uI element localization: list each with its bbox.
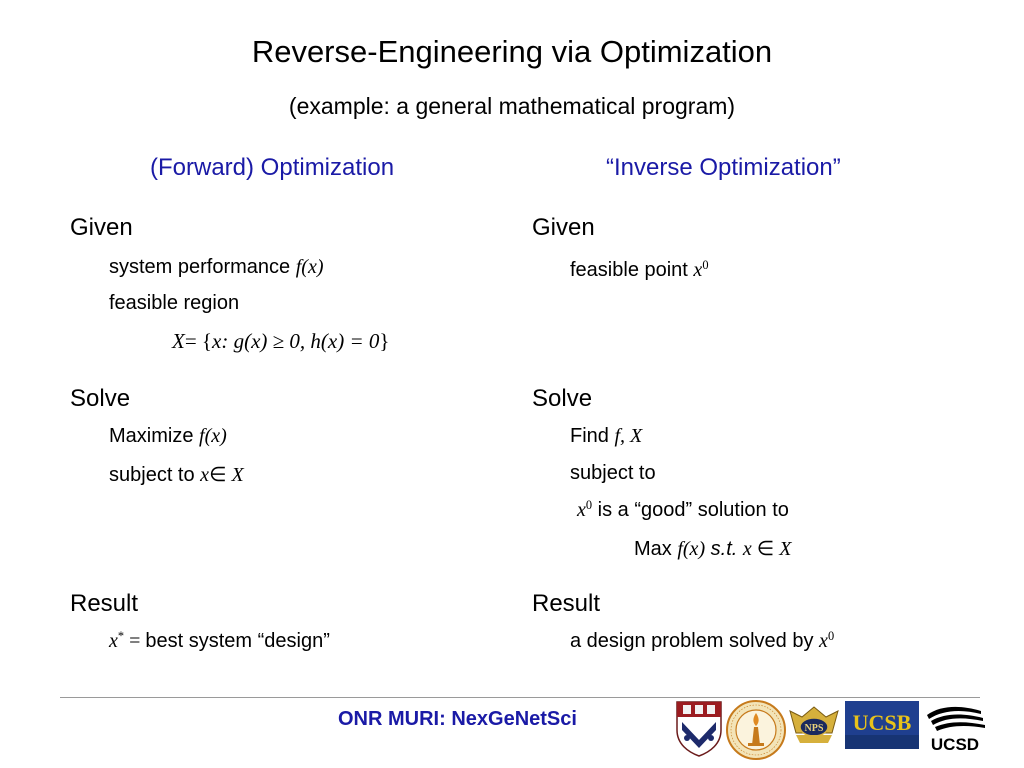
penn-shield-logo xyxy=(674,700,724,758)
set-close: } xyxy=(379,329,390,353)
ucsb-logo-text: UCSB xyxy=(852,710,912,735)
good-x: x xyxy=(577,499,586,521)
left-result-label: Result xyxy=(70,590,139,617)
ucsb-logo xyxy=(845,701,919,749)
design-sup: 0 xyxy=(827,629,835,644)
right-given-point xyxy=(570,259,709,282)
caltech-seal-logo xyxy=(726,699,786,761)
result-x: x xyxy=(109,630,118,652)
st-text: s.t. xyxy=(705,538,743,560)
max-in: ∈ xyxy=(751,538,780,560)
feasible-point-text: feasible point xyxy=(570,259,694,281)
subject-to-text: subject to xyxy=(109,464,201,486)
find-math: f, X xyxy=(614,425,643,447)
left-given-performance xyxy=(109,256,324,279)
left-given-label: Given xyxy=(70,214,133,241)
right-solve-label: Solve xyxy=(532,385,593,412)
result-eq: = xyxy=(124,630,146,652)
feasible-set-definition xyxy=(172,329,389,354)
set-X: X xyxy=(172,329,185,353)
point-x: x xyxy=(693,259,703,281)
left-solve-maximize xyxy=(109,425,227,448)
maximize-text: Maximize xyxy=(109,425,200,447)
right-solve-good-solution xyxy=(577,499,789,522)
right-solve-max xyxy=(634,536,791,561)
subject-X: X xyxy=(231,464,244,486)
left-solve-label: Solve xyxy=(70,385,131,412)
svg-text:NPS: NPS xyxy=(804,723,824,734)
ucsd-logo-text: UCSD xyxy=(930,735,980,753)
point-sup: 0 xyxy=(702,258,709,273)
footer-text: ONR MURI: NexGeNetSci xyxy=(338,708,577,730)
design-problem-text: a design problem solved by xyxy=(570,630,820,652)
left-column-header: (Forward) Optimization xyxy=(150,154,395,181)
footer-divider xyxy=(60,697,980,698)
set-body: x: g(x) ≥ 0, h(x) = 0 xyxy=(212,329,380,353)
element-of-symbol: ∈ xyxy=(209,464,232,486)
max-f: f(x) xyxy=(677,538,706,560)
left-given-region: feasible region xyxy=(109,292,240,314)
right-result-label: Result xyxy=(532,590,601,617)
ucsd-logo xyxy=(921,701,991,753)
set-eq: = { xyxy=(184,329,213,353)
design-x: x xyxy=(819,630,828,652)
right-column-header: “Inverse Optimization” xyxy=(606,154,841,181)
max-X: X xyxy=(779,538,792,560)
maximize-math: f(x) xyxy=(199,425,227,447)
result-star: * xyxy=(117,629,125,644)
find-text: Find xyxy=(570,425,615,447)
right-given-label: Given xyxy=(532,214,595,241)
performance-math: f(x) xyxy=(295,256,324,278)
right-solve-find xyxy=(570,425,642,448)
subject-x: x xyxy=(200,464,210,486)
nps-logo xyxy=(788,703,840,749)
right-solve-subject-to: subject to xyxy=(570,462,656,484)
good-sup: 0 xyxy=(585,498,593,513)
performance-text: system performance xyxy=(109,256,296,278)
good-text: is a “good” solution to xyxy=(592,499,789,521)
slide-title: Reverse-Engineering via Optimization xyxy=(251,34,773,69)
right-result-text xyxy=(570,630,834,653)
result-design-text: best system “design” xyxy=(145,630,330,652)
left-solve-subject-to xyxy=(109,462,244,487)
slide-subtitle: (example: a general mathematical program) xyxy=(288,93,736,119)
max-text: Max xyxy=(634,538,678,560)
max-x: x xyxy=(742,538,752,560)
left-result-text xyxy=(109,630,330,653)
